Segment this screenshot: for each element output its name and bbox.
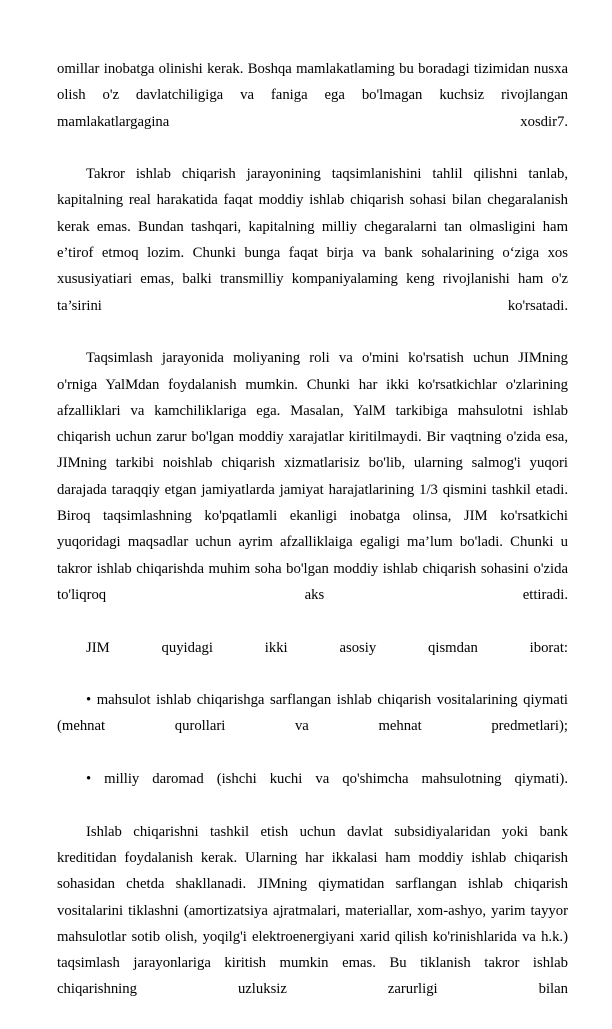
bullet-icon: • [86,771,105,788]
paragraph-continuation: omillar inobatga olinishi kerak. Boshqa mamlakatlaming bu boradagi tizimidan nusxa olish o'z davlatchiligiga va faniga ega bo'lmagan kuchsiz rivojlangan mamlakatlargagina xosdir7. [57,61,568,130]
paragraph-taqsimlash-jarayonida: Taqsimlash jarayonida moliyaning roli va o'mini ko'rsatish uchun JIMning o'rniga YalMdan foydalanish mumkin. Chunki har ikki ko'rsatkichlar o'zlarining afzalliklari va kamchiliklariga ega. Masalan, YalM tarkibiga mahsulotni ishlab chiqarish uchun zarur bo'lgan moddiy xarajatlar kiritilmaydi. Bir vaqtning o'zida esa, JIMning tarkibi noishlab chiqarish xizmatlarisiz bo'lib, ularning salmog'i yuqori darajada taraqqiy etgan jamiyatlarda jamiyat harajatlarining 1/3 qismini tashkil etadi. Biroq taqsimlashning ko'pqatlamli ekanligi inobatga olinsa, JIM ko'rsatkichi yuqoridagi maqsadlar uchun ayrim afzalliklaiga egaligi ma’lum bo'ladi. Chunki u takror ishlab chiqarishda muhim soha bo'lgan moddiy ishlab chiqarish sohasini o'zida to'liqroq aks ettiradi. [57,350,568,603]
list-item-label: milliy daromad (ishchi kuchi va qo'shimcha mahsulotning qiymati). [104,771,568,788]
paragraph-jim-intro: JIM quyidagi ikki asosiy qismdan iborat: [86,639,568,656]
list-item-label: mahsulot ishlab chiqarishga sarflangan ishlab chiqarish vositalarining qiymati (mehnat qurollari va mehnat predmetlari); [57,692,568,735]
text-column [57,56,568,1029]
list-item [57,766,568,819]
list-item [57,687,568,766]
paragraph-takror-ishlab-chiqarish: Takror ishlab chiqarish jarayonining taqsimlanishini tahlil qilishni tanlab, kapitalning real harakatida faqat moddiy ishlab chiqarish sohasi bilan chegaralanish kerak emas. Bundan tashqari, kapitalning milliy chegaralarni tan olmasligini ham e’tirof etmoq lozim. Chunki bunga faqat birja va bank sohalarining o‘ziga xos xususiyatiari emas, balki transmilliy kompaniyalaming keng rivojlanishi ham o'z ta’sirini ko'rsatadi. [57,166,568,314]
paragraph-ishlab-chiqarishni-tashkil: Ishlab chiqarishni tashkil etish uchun davlat subsidiyalaridan yoki bank kreditidan foydalanish kerak. Ularning har ikkalasi ham moddiy ishlab chiqarish sohasidan chetda shakllanadi. JIMning qiymatidan sarflangan ishlab chiqarish vositalarini tiklashni (amortizatsiya ajratmalari, materiallar, xom-ashyo, yarim tayyor mahsulotlar sotib olish, yoqilg'i elektroenergiyani xarid qilish ko'rinishlarida va h.k.) taqsimlash jarayonlariga kiritish mumkin emas. Bu tiklanish takror ishlab chiqarishning uzluksiz zarurligi bilan [57,823,568,998]
bullet-icon: • [86,692,97,709]
